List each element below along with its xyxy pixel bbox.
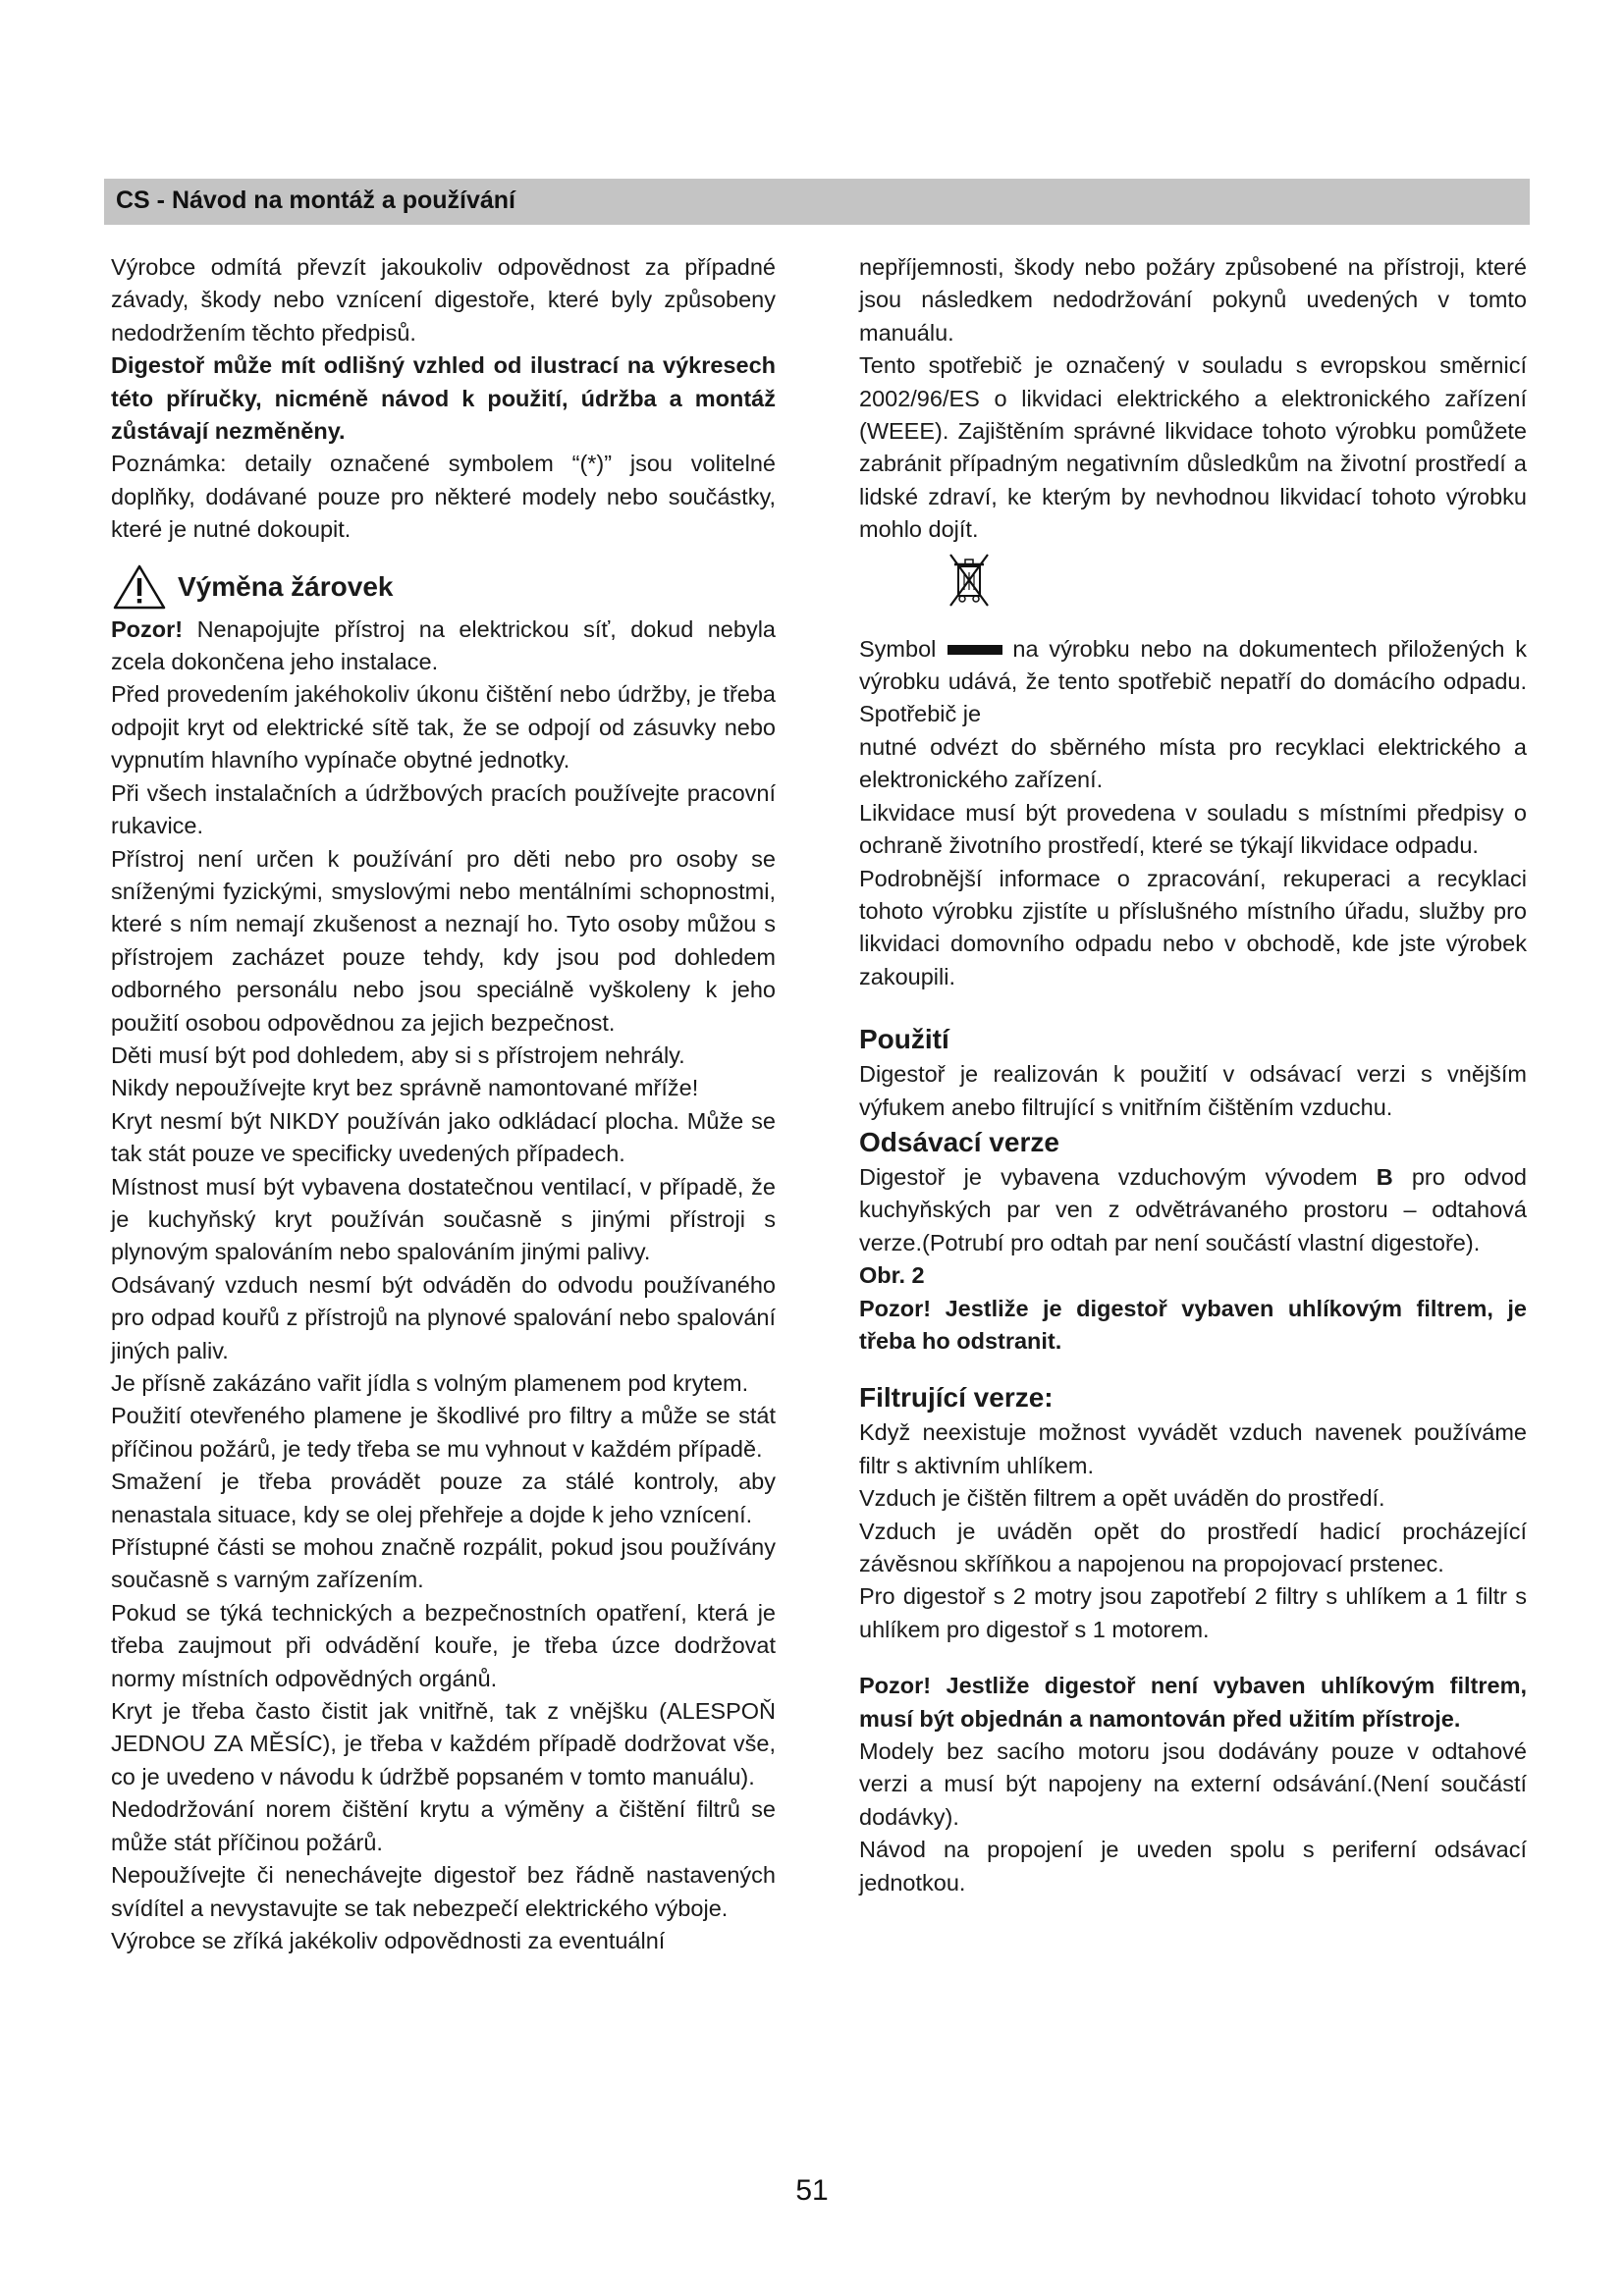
paragraph: Digestoř je realizován k použití v odsávací verzi s vnějším výfukem anebo filtrující s vnitřním čištěním vzduchu. <box>859 1061 1527 1120</box>
paragraph: Nedodržování norem čištění krytu a výměny a čištění filtrů se může stát příčinou požárů. <box>111 1796 776 1855</box>
weee-paragraph: Tento spotřebič je označený v souladu s evropskou směrnicí 2002/96/ES o likvidaci elektrického a elektronického zařízení (WEEE). Zajištěním správné likvidace tohoto výrobku pomůžete zabránit případným negativním důsledkům na životní prostředí a lidské zdraví, ke kterým by nevhodnou likvidací tohoto výrobku mohlo dojít. <box>859 352 1527 543</box>
pozor-text: Nenapojujte přístroj na elektrickou síť, dokud nebyla zcela dokončena jeho instalace. <box>111 615 776 675</box>
paragraph: Pro digestoř s 2 motry jsou zapotřebí 2 filtry s uhlíkem a 1 filtr s uhlíkem pro digestoř s 1 motorem. <box>859 1583 1527 1642</box>
left-column <box>111 251 776 1957</box>
paragraph: Kryt nesmí být NIKDY používán jako odkládací plocha. Může se tak stát pouze ve specificky uvedených případech. <box>111 1107 776 1167</box>
optional-parts-note: Poznámka: detaily označené symbolem “(*)” jsou volitelné doplňky, dodávané pouze pro některé modely nebo součástky, které je nutné dokoupit. <box>111 451 776 543</box>
paragraph: Likvidace musí být provedena v souladu s místními předpisy o ochraně životního prostředí, které se týkají likvidace odpadu. <box>859 799 1527 859</box>
paragraph: Vzduch je čištěn filtrem a opět uváděn do prostředí. <box>859 1485 1385 1512</box>
page-title: CS - Návod na montáž a používání <box>116 187 515 214</box>
section-title-pouziti: Použití <box>859 1024 949 1055</box>
section-heading-bulb-replacement <box>111 561 776 614</box>
crossed-bin-icon <box>945 547 994 615</box>
weee-symbol-wrap <box>859 547 1527 633</box>
figure-reference: Obr. 2 <box>859 1262 925 1289</box>
paragraph: Podrobnější informace o zpracování, rekuperaci a recyklaci tohoto výrobku zjistíte u příslušného místního úřadu, služby pro likvidaci domovního odpadu nebo v obchodě, kde jste výrobek zakoupili. <box>859 865 1527 989</box>
pozor-paragraph <box>111 614 776 679</box>
page-number: 51 <box>795 2174 829 2207</box>
paragraph: nepříjemnosti, škody nebo požáry způsobené na přístroji, které jsou následkem nedodržování pokynů uvedených v tomto manuálu. <box>859 254 1527 346</box>
paragraph: nutné odvézt do sběrného místa pro recyklaci elektrického a elektronického zařízení. <box>859 733 1527 793</box>
appearance-note-bold: Digestoř může mít odlišný vzhled od ilustrací na výkresech této příručky, nicméně návod k použití, údržba a montáž zůstávají nezměněny. <box>111 352 776 445</box>
symbol-text: na výrobku nebo na dokumentech přiložených k výrobku udává, že tento spotřebič nepatří do domácího odpadu. Spotřebič je <box>859 635 1527 727</box>
section-header-bar <box>104 179 1530 225</box>
paragraph: Když neexistuje možnost vyvádět vzduch navenek používáme filtr s aktivním uhlíkem. <box>859 1419 1527 1478</box>
warning-triangle-icon <box>111 562 168 612</box>
paragraph: Místnost musí být vybavena dostatečnou ventilací, v případě, že je kuchyňský kryt používán současně s jinými přístroji s plynovým spalováním nebo spalováním jinými palivy. <box>111 1173 776 1265</box>
odtah-text-c: pro odvod kuchyňských par ven z odvětrávaného prostoru – odtahová verze.(Potrubí pro odtah par není součástí vlastní digestoře). <box>859 1163 1527 1255</box>
odtah-text-a: Digestoř je vybavena vzduchovým vývodem <box>859 1163 1377 1190</box>
black-bar-icon <box>947 645 1002 655</box>
symbol-paragraph <box>859 633 1527 731</box>
pozor-carbon-warning: Pozor! Jestliže je digestoř vybaven uhlíkovým filtrem, je třeba ho odstranit. <box>859 1295 1527 1354</box>
pozor-label: Pozor! <box>111 615 184 642</box>
section-title-vymena-zarovek: Výměna žárovek <box>178 570 394 602</box>
paragraph: Je přísně zakázáno vařit jídla s volným plamenem pod krytem. <box>111 1370 749 1396</box>
paragraph: Při všech instalačních a údržbových pracích používejte pracovní rukavice. <box>111 779 776 839</box>
paragraph: Nepoužívejte či nenechávejte digestoř bez řádně nastavených svídítel a nevystavujte se tak nebezpečí elektrického výboje. <box>111 1862 776 1921</box>
disclaimer-paragraph: Výrobce odmítá převzít jakoukoliv odpovědnost za případné závady, škody nebo vznícení digestoře, které byly způsobeny nedodržením těchto předpisů. <box>111 254 776 346</box>
paragraph: Výrobce se zříká jakékoliv odpovědnosti za eventuální <box>111 1927 666 1953</box>
section-title-filtrujici-verze: Filtrující verze: <box>859 1382 1054 1414</box>
paragraph: Kryt je třeba často čistit jak vnitřně, tak z vnějšku (ALESPOŇ JEDNOU ZA MĚSÍC), je třeba v každém případě dodržovat vše, co je uvedeno v návodu k údržbě popsaném v tomto manuálu). <box>111 1698 776 1789</box>
pozor-no-carbon-warning: Pozor! Jestliže digestoř není vybaven uhlíkovým filtrem, musí být objednán a namontován před užitím přístroje. <box>859 1673 1527 1732</box>
paragraph: Přístroj není určen k používání pro děti nebo pro osoby se sníženými fyzickými, smyslovými nebo mentálními schopnostmi, které s ním nemají zkušenost a neznají ho. Tyto osoby můžou s přístrojem zacházet pouze tehdy, kdy jsou pod dohledem odborného personálu nebo jsou speciálně vyškoleny k jeho použití osobou odpovědnou za jejich bezpečnost. <box>111 845 776 1036</box>
paragraph: Před provedením jakéhokoliv úkonu čištění nebo údržby, je třeba odpojit kryt od elektrické sítě tak, že se odpojí od zásuvky nebo vypnutím hlavního vypínače obytné jednotky. <box>111 681 776 774</box>
paragraph: Nikdy nepoužívejte kryt bez správně namontované mříže! <box>111 1075 699 1101</box>
outlet-letter-b: B <box>1376 1163 1393 1190</box>
paragraph: Smažení je třeba provádět pouze za stálé kontroly, aby nenastala situace, kdy se olej přehřeje a dojde k jeho vznícení. <box>111 1468 776 1527</box>
paragraph: Použití otevřeného plamene je škodlivé pro filtry a může se stát příčinou požárů, je tedy třeba se mu vyhnout v každém případě. <box>111 1403 776 1462</box>
paragraph: Přístupné části se mohou značně rozpálit, pokud jsou používány současně s varným zařízením. <box>111 1534 776 1593</box>
odtah-paragraph <box>859 1161 1527 1259</box>
paragraph: Vzduch je uváděn opět do prostředí hadicí procházející závěsnou skříňkou a napojenou na propojovací prstenec. <box>859 1518 1527 1576</box>
paragraph: Modely bez sacího motoru jsou dodávány pouze v odtahové verzi a musí být napojeny na externí odsávání.(Není součástí dodávky). <box>859 1738 1527 1830</box>
section-title-odsavaci-verze: Odsávací verze <box>859 1126 1059 1157</box>
paragraph: Pokud se týká technických a bezpečnostních opatření, která je třeba zaujmout při odvádění kouře, je třeba úzce dodržovat normy místních odpovědných orgánů. <box>111 1599 776 1691</box>
paragraph: Děti musí být pod dohledem, aby si s přístrojem nehrály. <box>111 1041 685 1068</box>
spacer <box>859 1646 1527 1670</box>
right-column <box>859 251 1527 1899</box>
symbol-word: Symbol <box>859 635 937 662</box>
paragraph: Návod na propojení je uveden spolu s periferní odsávací jednotkou. <box>859 1837 1527 1896</box>
paragraph: Odsávaný vzduch nesmí být odváděn do odvodu používaného pro odpad kouřů z přístrojů na plynové spalování nebo spalování jiných paliv. <box>111 1271 776 1363</box>
